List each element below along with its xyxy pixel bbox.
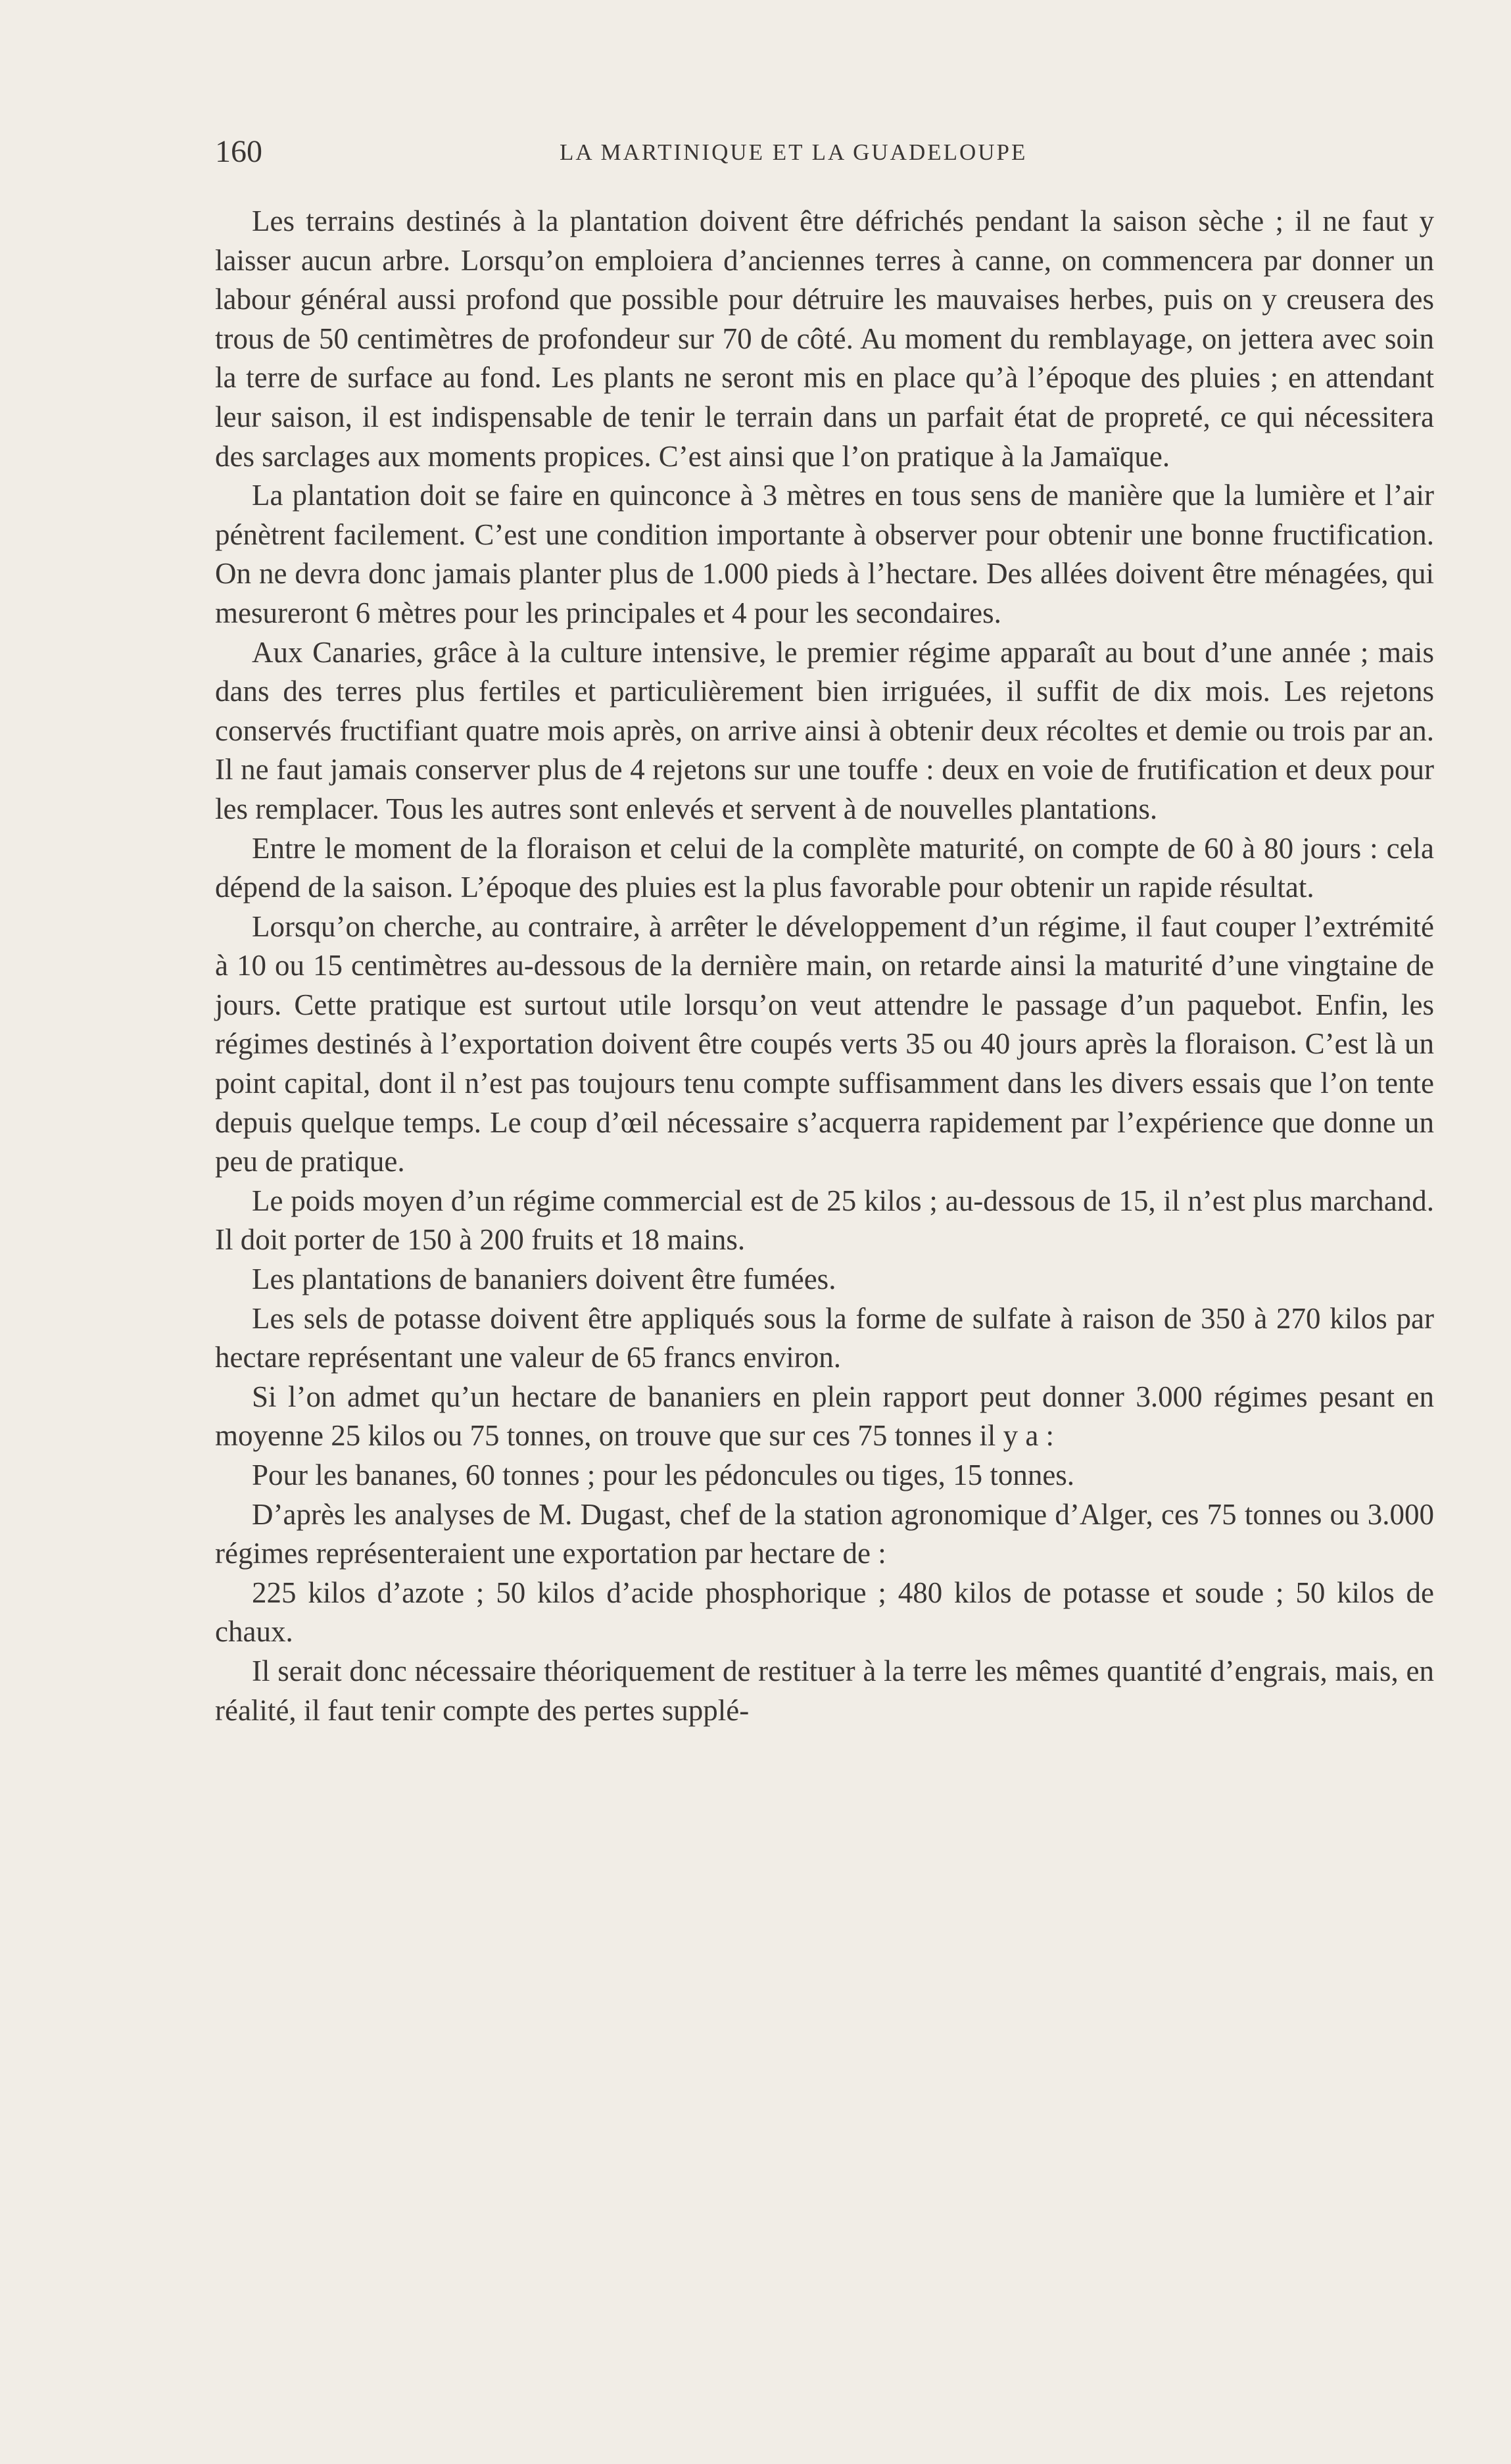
paragraph: Les sels de potasse doivent être appliqués sous la forme de sulfate à raison de 350 à 270 kilos par hectare représentant une valeur de 65 francs environ. xyxy=(215,1301,1434,1374)
paragraph: 225 kilos d’azote ; 50 kilos d’acide phosphorique ; 480 kilos de potasse et soude ; 50 kilos de chaux. xyxy=(215,1576,1434,1649)
paragraph: Aux Canaries, grâce à la culture intensive, le premier régime apparaît au bout d’une année ; mais dans des terres plus fertiles et particulièrement bien irriguées, il suffit de dix mois. Les rejetons conservés fructifiant quatre mois après, on arrive ainsi à obtenir deux récoltes et demie ou trois par an. Il ne faut jamais conserver plus de 4 rejetons sur une touffe : deux en voie de frutification et deux pour les remplacer. Tous les autres sont enlevés et servent à de nouvelles plantations. xyxy=(215,635,1434,825)
paragraph: Si l’on admet qu’un hectare de bananiers en plein rapport peut donner 3.000 régimes pesant en moyenne 25 kilos ou 75 tonnes, on trouve que sur ces 75 tonnes il y a : xyxy=(215,1380,1434,1453)
paragraph: Pour les bananes, 60 tonnes ; pour les pédoncules ou tiges, 15 tonnes. xyxy=(252,1459,1075,1491)
paragraph: Les terrains destinés à la plantation doivent être défrichés pendant la saison sèche ; il ne faut y laisser aucun arbre. Lorsqu’on emploiera d’anciennes terres à canne, on commencera par donner un labour général aussi profond que possible pour détruire les mauvaises herbes, puis on y creusera des trous de 50 centimètres de profondeur sur 70 de côté. Au moment du remblayage, on jettera avec soin la terre de surface au fond. Les plants ne seront mis en place qu’à l’époque des pluies ; en attendant leur saison, il est indispensable de tenir le terrain dans un parfait état de propreté, ce qui nécessitera des sarclages aux moments propices. C’est ainsi que l’on pratique à la Jamaïque. xyxy=(215,205,1434,473)
paragraph: Lorsqu’on cherche, au contraire, à arrêter le développement d’un régime, il faut couper l’extrémité à 10 ou 15 centimètres au-dessous de la dernière main, on retarde ainsi la maturité d’une vingtaine de jours. Cette pratique est surtout utile lorsqu’on veut attendre le passage d’un paquebot. Enfin, les régimes destinés à l’exportation doivent être coupés verts 35 ou 40 jours après la floraison. C’est là un point capital, dont il n’est pas toujours tenu compte suffisamment dans les divers essais que l’on tente depuis quelque temps. Le coup d’œil nécessaire s’acquerra rapidement par l’expérience que donne un peu de pratique. xyxy=(215,909,1434,1178)
paragraph: La plantation doit se faire en quinconce à 3 mètres en tous sens de manière que la lumière et l’air pénètrent facilement. C’est une condition importante à observer pour obtenir une bonne fructification. On ne devra donc jamais planter plus de 1.000 pieds à l’hectare. Des allées doivent être ménagées, qui mesureront 6 mètres pour les principales et 4 pour les secondaires. xyxy=(215,479,1434,629)
paragraph: Les plantations de bananiers doivent être fumées. xyxy=(252,1263,836,1296)
page-number: 160 xyxy=(215,134,262,169)
paragraph: Entre le moment de la floraison et celui de la complète maturité, on compte de 60 à 80 jours : cela dépend de la saison. L’époque des pluies est la plus favorable pour obtenir un rapide résultat. xyxy=(215,831,1434,904)
paragraph: D’après les analyses de M. Dugast, chef de la station agronomique d’Alger, ces 75 tonnes ou 3.000 régimes représenteraient une exportation par hectare de : xyxy=(215,1497,1434,1570)
running-head xyxy=(215,129,1434,175)
paragraph: Il serait donc nécessaire théoriquement de restituer à la terre les mêmes quantité d’engrais, mais, en réalité, il faut tenir compte des pertes supplé- xyxy=(215,1654,1434,1727)
paragraph: Le poids moyen d’un régime commercial est de 25 kilos ; au-dessous de 15, il n’est plus marchand. Il doit porter de 150 à 200 fruits et 18 mains. xyxy=(215,1184,1434,1257)
running-title: LA MARTINIQUE ET LA GUADELOUPE xyxy=(560,139,1028,165)
body-text xyxy=(215,202,1434,1730)
